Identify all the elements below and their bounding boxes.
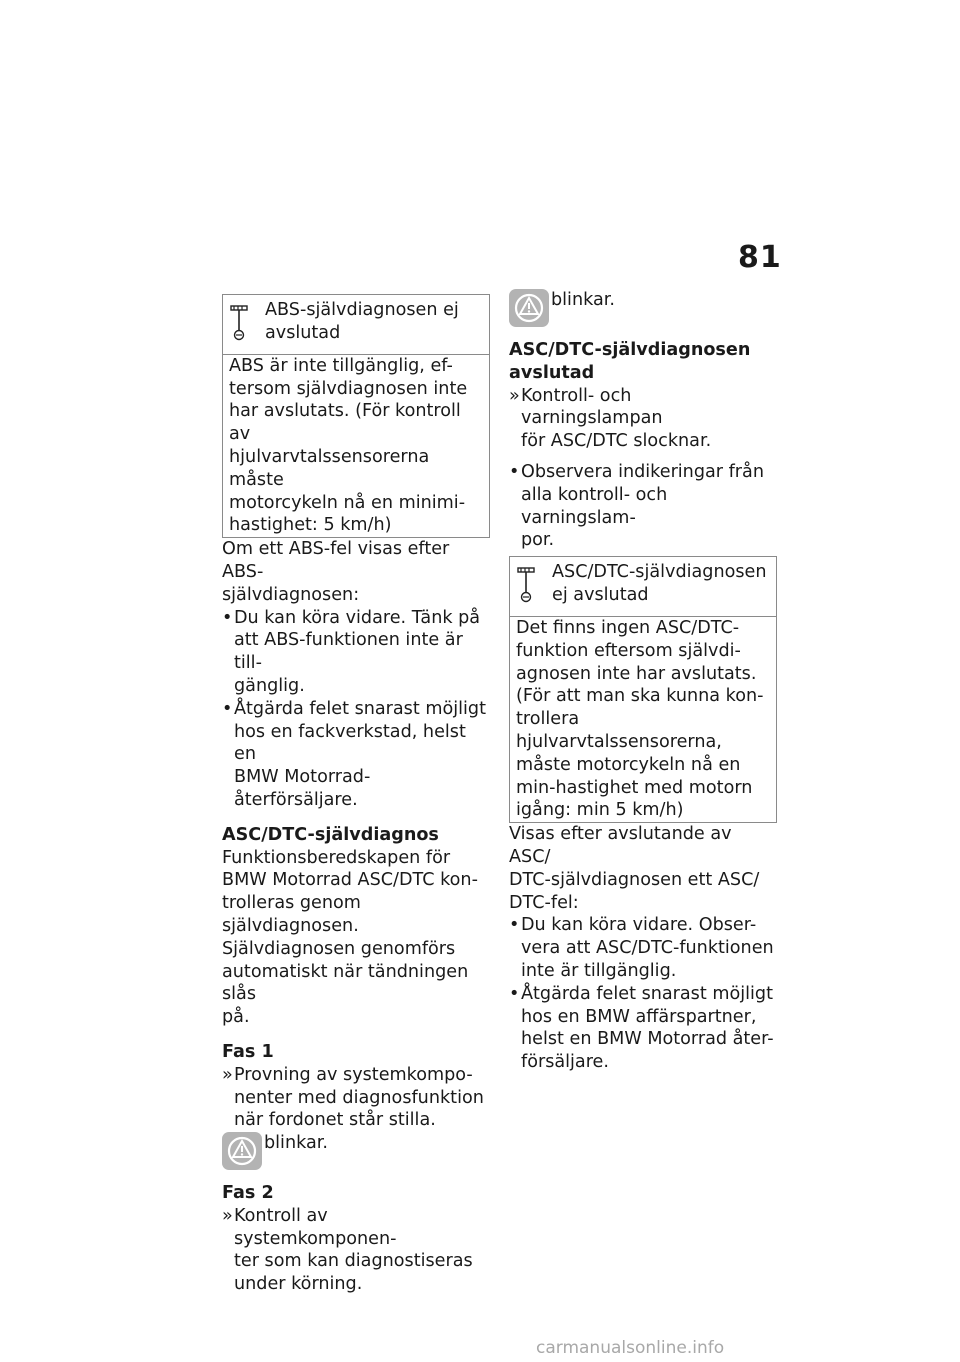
- phase2-step: [222, 1205, 490, 1296]
- bullet-marker: •: [509, 915, 520, 936]
- phase1-step: [222, 1064, 490, 1132]
- bullet-line: Åtgärda felet snarast möjligt: [521, 983, 773, 1004]
- asc-notice-line: trollera hjulvarvtalssensorerna,: [516, 709, 722, 752]
- asc-done-step: [509, 385, 777, 453]
- wrench-check-icon: [516, 561, 552, 610]
- asc-text-line: trolleras genom självdiagnosen.: [222, 893, 361, 936]
- step-line: Kontroll- och varningslampan: [521, 385, 663, 429]
- bullet-line: BMW Motorrad-återförsäljare.: [234, 767, 371, 810]
- step-marker: »: [509, 385, 520, 406]
- asc-done-heading: ASC/DTC-självdiagnosen: [509, 340, 751, 360]
- bullet-marker: •: [222, 607, 233, 628]
- step-line: när fordonet står stilla.: [234, 1110, 436, 1131]
- top-warning-row: [509, 289, 777, 327]
- bullet-item: [509, 461, 777, 552]
- asc-notice-title-1: ASC/DTC-självdiagnosen: [552, 562, 767, 583]
- bullet-item: [509, 983, 777, 1074]
- bullet-line: Observera indikeringar från: [521, 461, 764, 482]
- watermark: carmanualsonline.info: [536, 1338, 725, 1358]
- abs-fault-intro: Om ett ABS-fel visas efter ABS-: [222, 539, 450, 582]
- asc-notice-body: [510, 617, 776, 822]
- bullet-line: alla kontroll- och varningslam-: [521, 484, 668, 528]
- bullet-item: [509, 914, 777, 982]
- step-line: för ASC/DTC slocknar.: [521, 431, 712, 452]
- bullet-item: [222, 698, 490, 812]
- asc-notice-line: min-hastighet med motorn: [516, 777, 753, 798]
- abs-fault-intro: självdiagnosen:: [222, 584, 360, 605]
- phase2-heading: Fas 2: [222, 1183, 274, 1204]
- abs-notice-line: hastighet: 5 km/h): [229, 515, 392, 536]
- bullet-line: Åtgärda felet snarast möjligt: [234, 698, 486, 719]
- asc-fault-intro: DTC-fel:: [509, 892, 579, 913]
- asc-notice-box: [509, 556, 777, 823]
- asc-notice-line: måste motorcykeln nå en: [516, 754, 741, 775]
- step-line: nenter med diagnosfunktion: [234, 1087, 484, 1108]
- bullet-line: hos en BMW affärspartner,: [521, 1006, 757, 1027]
- asc-fault-intro: Visas efter avslutande av ASC/: [509, 824, 732, 867]
- bullet-line: försäljare.: [521, 1052, 609, 1073]
- step-line: Kontroll av systemkomponen-: [234, 1205, 397, 1249]
- abs-notice-line: ABS är inte tillgänglig, ef-: [229, 355, 453, 376]
- wrench-check-icon: [229, 299, 265, 348]
- phase1-warning-row: [222, 1132, 490, 1170]
- phase1-blink-label: blinkar.: [264, 1133, 328, 1154]
- step-line: under körning.: [234, 1274, 363, 1295]
- left-column: [222, 294, 490, 1296]
- asc-text-line: Självdiagnosen genomförs: [222, 938, 456, 959]
- bullet-item: [222, 607, 490, 698]
- asc-text-line: automatiskt när tändningen slås: [222, 961, 469, 1005]
- bullet-line: Du kan köra vidare. Obser-: [521, 915, 757, 936]
- abs-notice-title-2: avslutad: [265, 322, 341, 343]
- abs-notice-box: [222, 294, 490, 538]
- asc-notice-title-2: ej avslutad: [552, 584, 649, 605]
- asc-text-line: på.: [222, 1007, 250, 1028]
- abs-notice-line: har avslutats. (För kontroll av: [229, 401, 461, 445]
- asc-notice-line: funktion eftersom självdi-: [516, 640, 741, 661]
- step-line: ter som kan diagnostiseras: [234, 1251, 473, 1272]
- bullet-marker: •: [509, 461, 520, 482]
- right-column: [509, 289, 777, 1074]
- abs-notice-header: [223, 295, 489, 355]
- top-blink-label: blinkar.: [551, 290, 615, 310]
- asc-notice-line: Det finns ingen ASC/DTC-: [516, 617, 740, 638]
- page-number: 81: [738, 240, 782, 275]
- bullet-marker: •: [509, 983, 520, 1004]
- abs-notice-line: tersom självdiagnosen inte: [229, 378, 468, 399]
- abs-notice-line: hjulvarvtalssensorerna måste: [229, 446, 430, 490]
- phase1-heading: Fas 1: [222, 1041, 274, 1062]
- bullet-line: att ABS-funktionen inte är till-: [234, 630, 463, 674]
- step-marker: »: [222, 1064, 233, 1085]
- abs-notice-body: [223, 355, 489, 537]
- asc-done-heading: avslutad: [509, 362, 595, 383]
- asc-notice-line: (För att man ska kunna kon-: [516, 686, 764, 707]
- bullet-line: Du kan köra vidare. Tänk på: [234, 607, 481, 628]
- asc-notice-line: agnosen inte har avslutats.: [516, 663, 757, 684]
- asc-notice-line: igång: min 5 km/h): [516, 800, 684, 821]
- bullet-line: helst en BMW Motorrad åter-: [521, 1029, 774, 1050]
- warning-light-icon: [222, 1132, 262, 1170]
- abs-notice-title-1: ABS-självdiagnosen ej: [265, 300, 459, 320]
- bullet-line: inte är tillgänglig.: [521, 960, 677, 981]
- asc-notice-header: [510, 557, 776, 617]
- bullet-line: gänglig.: [234, 675, 305, 696]
- warning-light-icon: [509, 289, 549, 327]
- bullet-line: hos en fackverkstad, helst en: [234, 721, 466, 765]
- asc-text-line: Funktionsberedskapen för: [222, 847, 451, 868]
- bullet-line: por.: [521, 530, 555, 551]
- abs-notice-line: motorcykeln nå en minimi-: [229, 492, 466, 513]
- step-marker: »: [222, 1205, 233, 1226]
- bullet-line: vera att ASC/DTC-funktionen: [521, 938, 774, 959]
- asc-dtc-heading: ASC/DTC-självdiagnos: [222, 824, 439, 845]
- bullet-marker: •: [222, 698, 233, 719]
- asc-fault-intro: DTC-självdiagnosen ett ASC/: [509, 869, 760, 890]
- asc-text-line: BMW Motorrad ASC/DTC kon-: [222, 870, 478, 891]
- step-line: Provning av systemkompo-: [234, 1064, 473, 1085]
